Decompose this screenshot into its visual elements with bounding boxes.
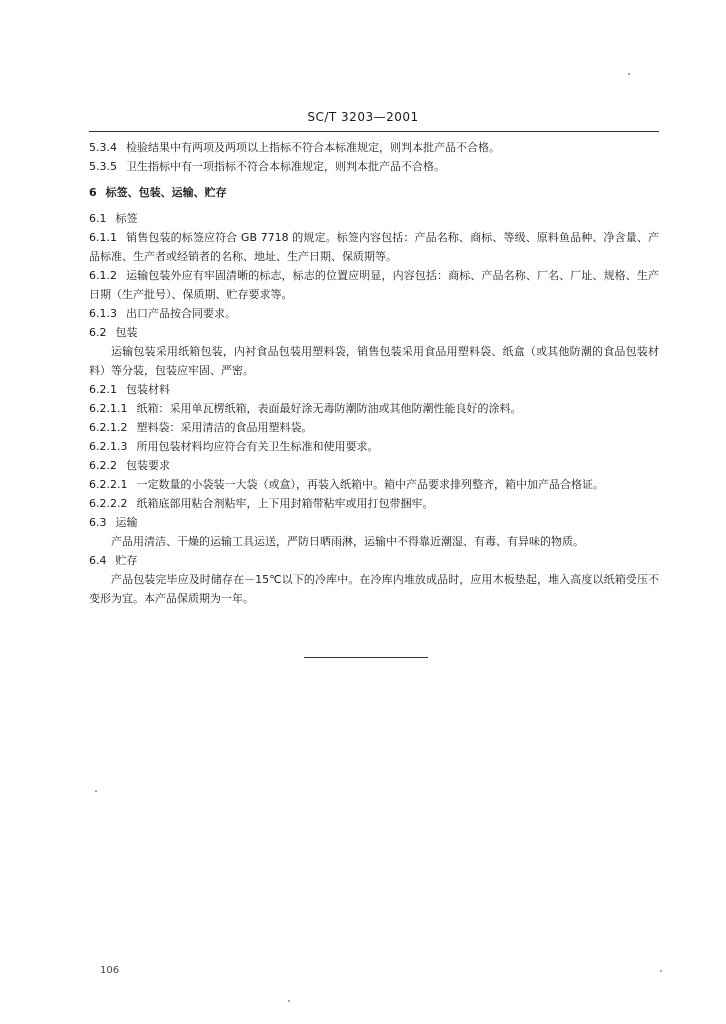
clause-number: 6.1.1 [89,231,117,244]
clause-6-2 [89,323,659,342]
clause-title: 贮存 [115,554,138,567]
clause-title: 包装要求 [126,459,170,472]
clause-5-3-5 [89,157,659,176]
clause-6-1-3 [89,304,659,323]
clause-title: 标签 [115,212,138,225]
clause-title: 运输 [115,516,138,529]
clause-number: 6.2.2.1 [89,478,128,491]
clause-6-1 [89,209,659,228]
clause-text: 纸箱：采用单瓦楞纸箱，表面最好涂无毒防潮防油或其他防潮性能良好的涂料。 [136,402,522,415]
clause-number: 6.2.1.1 [89,402,128,415]
clause-6-2-1-2 [89,418,659,437]
clause-number: 6.4 [89,554,107,567]
clause-number: 6.2.1.3 [89,440,128,453]
clause-6-4-paragraph [89,570,659,608]
clause-6-2-1-1 [89,399,659,418]
clause-5-3-4 [89,138,659,157]
clause-title: 包装 [115,326,138,339]
clause-6-2-2-2 [89,494,659,513]
paragraph-text: 运输包装采用纸箱包装，内衬食品包装用塑料袋，销售包装采用食品用塑料袋、纸盒（或其他防潮的食品包装材料）等分装，包装应牢固、严密。 [89,345,659,377]
clause-6-2-1 [89,380,659,399]
clause-text: 运输包装外应有牢固清晰的标志，标志的位置应明显，内容包括：商标、产品名称、厂名、厂址、规格、生产日期（生产批号）、保质期、贮存要求等。 [89,269,659,301]
clause-text: 一定数量的小袋装一大袋（或盒），再装入纸箱中。箱中产品要求排列整齐，箱中加产品合格证。 [136,478,604,491]
page-header [0,110,726,124]
clause-text: 塑料袋：采用清洁的食品用塑料袋。 [136,421,313,434]
clause-text: 纸箱底部用粘合剂粘牢，上下用封箱带粘牢或用打包带捆牢。 [136,497,434,510]
clause-number: 6.2 [89,326,107,339]
paragraph-text: 产品包装完毕应及时储存在－15℃以下的冷库中。在冷库内堆放成品时，应用木板垫起，堆入高度以纸箱受压不变形为宜。本产品保质期为一年。 [89,573,659,605]
section-title: 标签、包装、运输、贮存 [105,186,227,199]
clause-number: 6.2.1 [89,383,117,396]
clause-number: 5.3.5 [89,160,117,173]
clause-text: 销售包装的标签应符合 GB 7718 的规定。标签内容包括：产品名称、商标、等级、原料鱼品种、净含量、产品标准、生产者或经销者的名称、地址、生产日期、保质期等。 [89,231,659,263]
clause-number: 6.2.1.2 [89,421,128,434]
end-of-document-rule [304,657,428,658]
clause-6-4 [89,551,659,570]
clause-number: 6.2.2.2 [89,497,128,510]
clause-number: 6.2.2 [89,459,117,472]
scan-speck [628,73,630,75]
clause-text: 出口产品按合同要求。 [126,307,236,320]
body-text [89,138,659,608]
clause-number: 6.1.3 [89,307,117,320]
clause-6-3-paragraph [89,532,659,551]
clause-text: 检验结果中有两项及两项以上指标不符合本标准规定，则判本批产品不合格。 [126,141,500,154]
clause-6-1-2 [89,266,659,304]
clause-6-3 [89,513,659,532]
paragraph-text: 产品用清洁、干燥的运输工具运送，严防日晒雨淋，运输中不得靠近潮湿、有毒、有异味的物质。 [111,535,584,548]
scan-speck [660,970,662,972]
clause-text: 卫生指标中有一项指标不符合本标准规定，则判本批产品不合格。 [126,160,445,173]
header-rule [89,131,659,132]
clause-number: 6.1.2 [89,269,117,282]
clause-6-2-1-3 [89,437,659,456]
clause-number: 5.3.4 [89,141,117,154]
clause-6-2-2-1 [89,475,659,494]
clause-6-1-1 [89,228,659,266]
clause-number: 6.1 [89,212,107,225]
standard-number: SC/T 3203—2001 [307,110,419,124]
clause-text: 所用包装材料均应符合有关卫生标准和使用要求。 [136,440,379,453]
clause-6-2-paragraph [89,342,659,380]
scan-speck [288,1000,290,1002]
clause-6-2-2 [89,456,659,475]
clause-title: 包装材料 [126,383,170,396]
page-number: 106 [100,965,120,976]
section-number: 6 [89,186,97,199]
scan-speck [95,790,97,792]
section-6-heading [89,183,659,202]
clause-number: 6.3 [89,516,107,529]
